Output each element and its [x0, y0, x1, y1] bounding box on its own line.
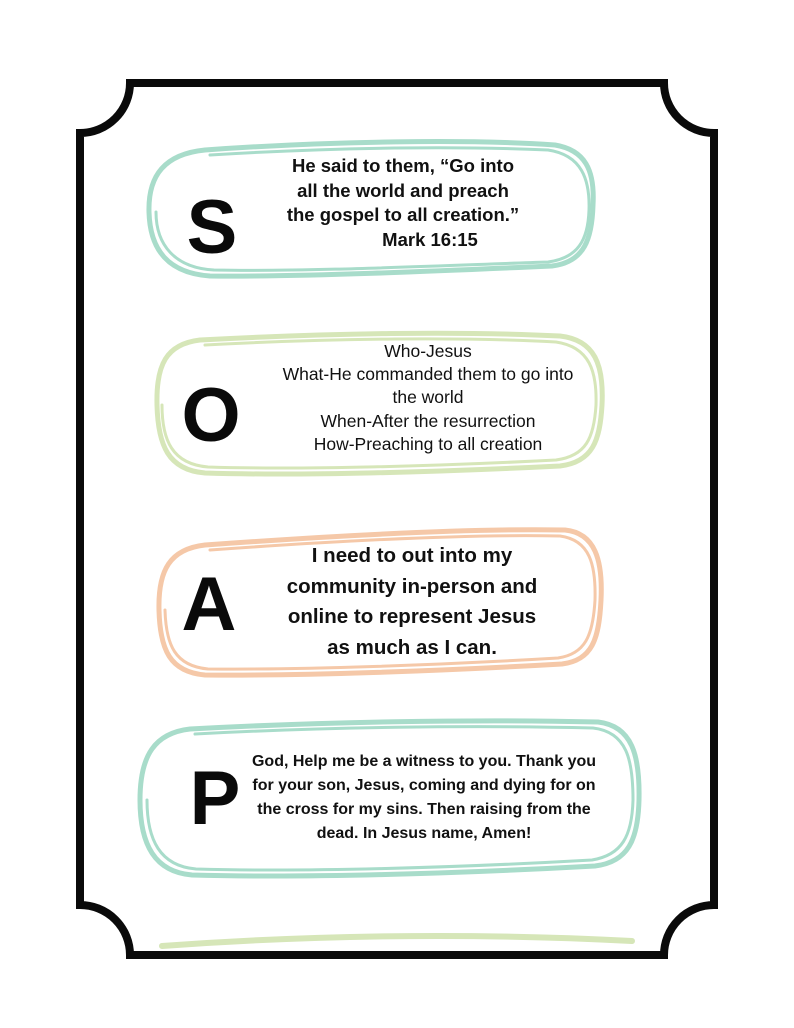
letter-a: A	[181, 562, 237, 647]
application-text	[262, 541, 562, 663]
scripture-line: the gospel to all creation.”	[286, 204, 520, 225]
observation-text	[256, 340, 600, 456]
observation-line: When-After the resurrection	[320, 410, 536, 431]
scripture-reference: Mark 16:15	[382, 228, 478, 250]
scripture-line: He said to them, “Go into	[291, 155, 514, 176]
observation-line: What-He commanded them to go into	[282, 364, 574, 385]
prayer-text	[236, 750, 612, 846]
application-line: as much as I can.	[327, 635, 497, 659]
letter-o: O	[181, 373, 241, 458]
letter-s: S	[186, 185, 238, 270]
application-line: online to represent Jesus	[287, 605, 537, 628]
scripture-text	[258, 154, 548, 252]
prayer-line: the cross for my sins. Then raising from the	[257, 801, 591, 818]
bottom-box-outline	[162, 936, 632, 946]
observation-line: Who-Jesus	[384, 341, 472, 361]
letter-p: P	[189, 756, 241, 841]
observation-line: the world	[392, 387, 464, 408]
application-line: I need to out into my	[311, 544, 513, 567]
prayer-line: for your son, Jesus, coming and dying for on	[252, 777, 596, 794]
prayer-line: God, Help me be a witness to you. Thank you	[251, 753, 597, 770]
application-line: community in-person and	[286, 574, 538, 598]
prayer-line: dead. In Jesus name, Amen!	[316, 825, 532, 842]
scripture-line: all the world and preach	[297, 179, 509, 201]
observation-line: How-Preaching to all creation	[313, 433, 543, 454]
